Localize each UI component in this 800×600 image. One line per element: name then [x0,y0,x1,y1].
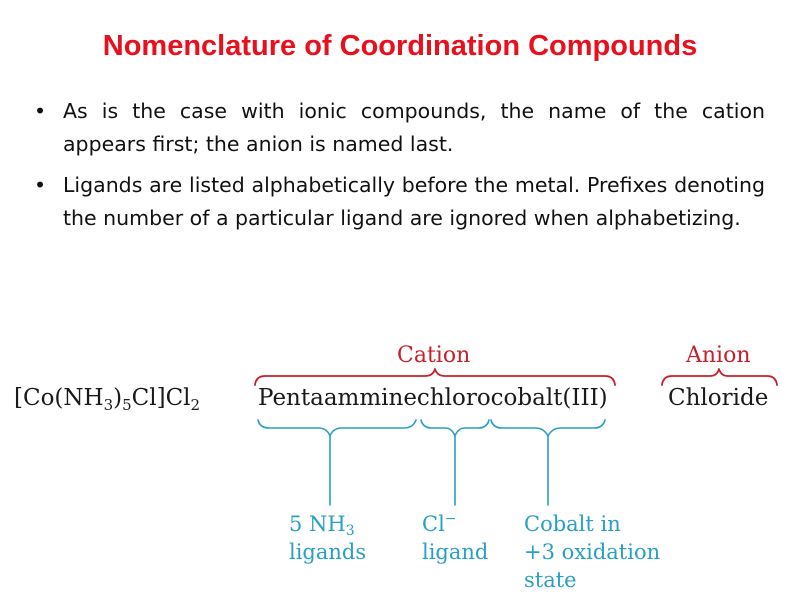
bullet-dot-icon: • [34,173,47,197]
cobalt-bracket [491,420,605,436]
cl-bracket [421,420,489,436]
cation-name: Pentaamminechlorocobalt(III) [258,385,608,411]
anion-name: Chloride [668,385,769,411]
cl-ligand-label: Cl− ligand [422,511,489,564]
chemical-formula: $[Co(NH_3)_5Cl]Cl_2$ [14,385,201,414]
anion-bracket [662,369,777,385]
slide-title: Nomenclature of Coordination Compounds [102,30,698,62]
cobalt-oxidation-label: Cobalt in +3 oxidation state [524,512,661,592]
cation-label: Cation [397,343,471,368]
cation-bracket [255,369,615,385]
nh3-bracket [258,420,416,436]
bullet-text: As is the case with ionic compounds, the name of the cation appears first; the anion is named last. [63,99,765,156]
anion-label: Anion [686,343,751,368]
bullet-dot-icon: • [34,99,47,123]
bullet-text: Ligands are listed alphabetically before the metal. Prefixes denoting the number of a particular ligand are ignored when alphabetizing. [63,173,765,230]
nh3-ligand-label: 5 $NH_3$ ligands [289,512,367,564]
